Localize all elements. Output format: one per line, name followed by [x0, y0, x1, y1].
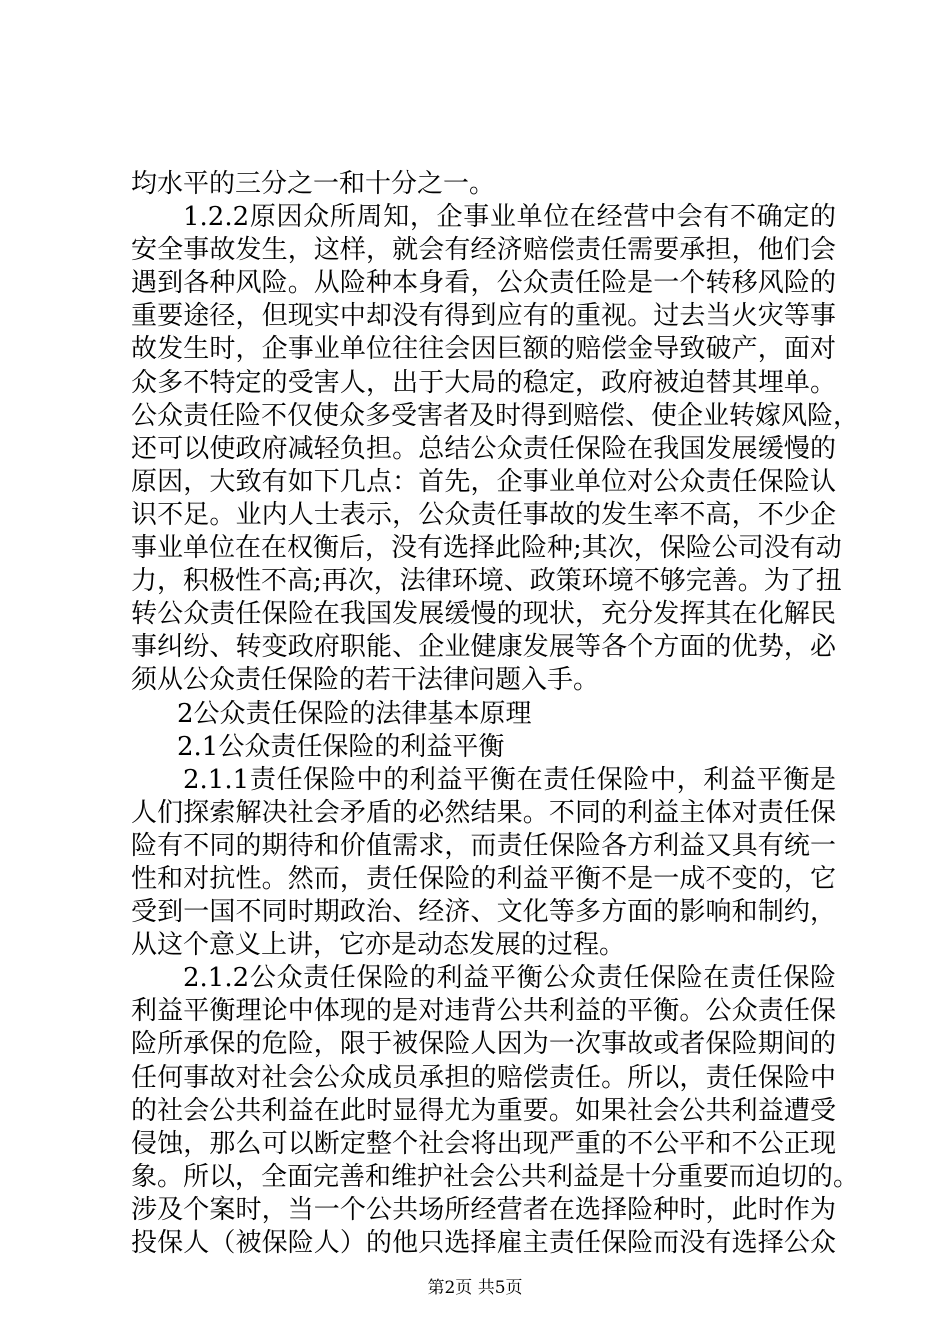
- text-line: 事纠纷、转变政府职能、企业健康发展等各个方面的优势，必: [131, 632, 836, 663]
- text-line: 险有不同的期待和价值需求，而责任保险各方利益又具有统一: [131, 830, 836, 861]
- text-line: 任何事故对社会公众成员承担的赔偿责任。所以，责任保险中: [131, 1062, 836, 1093]
- page-footer: [0, 1277, 950, 1299]
- text-line: 事业单位在在权衡后，没有选择此险种;其次，保险公司没有动: [131, 533, 842, 564]
- text-line: 2.1.1责任保险中的利益平衡在责任保险中，利益平衡是: [183, 764, 836, 795]
- text-line: 众多不特定的受害人，出于大局的稳定，政府被迫替其埋单。: [131, 367, 836, 398]
- subsection-heading: 2.1公众责任保险的利益平衡: [177, 731, 505, 762]
- text-line: 受到一国不同时期政治、经济、文化等多方面的影响和制约，: [131, 897, 836, 928]
- text-line: 涉及个案时，当一个公共场所经营者在选择险种时，此时作为: [131, 1194, 836, 1225]
- text-line: 利益平衡理论中体现的是对违背公共利益的平衡。公众责任保: [131, 996, 836, 1027]
- text-line: 性和对抗性。然而，责任保险的利益平衡不是一成不变的，它: [131, 863, 836, 894]
- text-line: 遇到各种风险。从险种本身看，公众责任险是一个转移风险的: [131, 268, 836, 299]
- text-line: 从这个意义上讲，它亦是动态发展的过程。: [131, 930, 626, 961]
- text-line: 识不足。业内人士表示，公众责任事故的发生率不高，不少企: [131, 499, 836, 530]
- page-number-label: 第2页 共5页: [427, 1278, 523, 1298]
- text-line: 象。所以，全面完善和维护社会公共利益是十分重要而迫切的。: [131, 1161, 860, 1192]
- text-line: 投保人（被保险人）的他只选择雇主责任保险而没有选择公众: [131, 1228, 836, 1258]
- text-line: 安全事故发生，这样，就会有经济赔偿责任需要承担，他们会: [131, 235, 836, 266]
- text-line: 转公众责任保险在我国发展缓慢的现状，充分发挥其在化解民: [131, 599, 836, 630]
- text-line: 须从公众责任保险的若干法律问题入手。: [131, 665, 600, 696]
- text-line: 力，积极性不高;再次，法律环境、政策环境不够完善。为了扭: [131, 566, 842, 597]
- text-line: 故发生时，企事业单位往往会因巨额的赔偿金导致破产，面对: [131, 334, 836, 365]
- text-line: 1.2.2原因众所周知，企事业单位在经营中会有不确定的: [183, 202, 836, 233]
- text-line: 险所承保的危险，限于被保险人因为一次事故或者保险期间的: [131, 1029, 836, 1060]
- document-body: [131, 168, 860, 1260]
- text-line: 还可以使政府减轻负担。总结公众责任保险在我国发展缓慢的: [131, 433, 836, 464]
- text-line: 2.1.2公众责任保险的利益平衡公众责任保险在责任保险: [183, 963, 836, 994]
- text-line: 均水平的三分之一和十分之一。: [131, 169, 496, 199]
- text-line: 人们探索解决社会矛盾的必然结果。不同的利益主体对责任保: [131, 797, 836, 828]
- section-heading: 2公众责任保险的法律基本原理: [177, 698, 532, 729]
- text-line: 重要途径，但现实中却没有得到应有的重视。过去当火灾等事: [131, 301, 836, 332]
- text-line: 的社会公共利益在此时显得尤为重要。如果社会公共利益遭受: [131, 1095, 836, 1126]
- text-line: 原因，大致有如下几点：首先，企事业单位对公众责任保险认: [131, 466, 836, 497]
- text-line: 公众责任险不仅使众多受害者及时得到赔偿、使企业转嫁风险，: [131, 400, 860, 431]
- text-line: 侵蚀，那么可以断定整个社会将出现严重的不公平和不公正现: [131, 1128, 836, 1159]
